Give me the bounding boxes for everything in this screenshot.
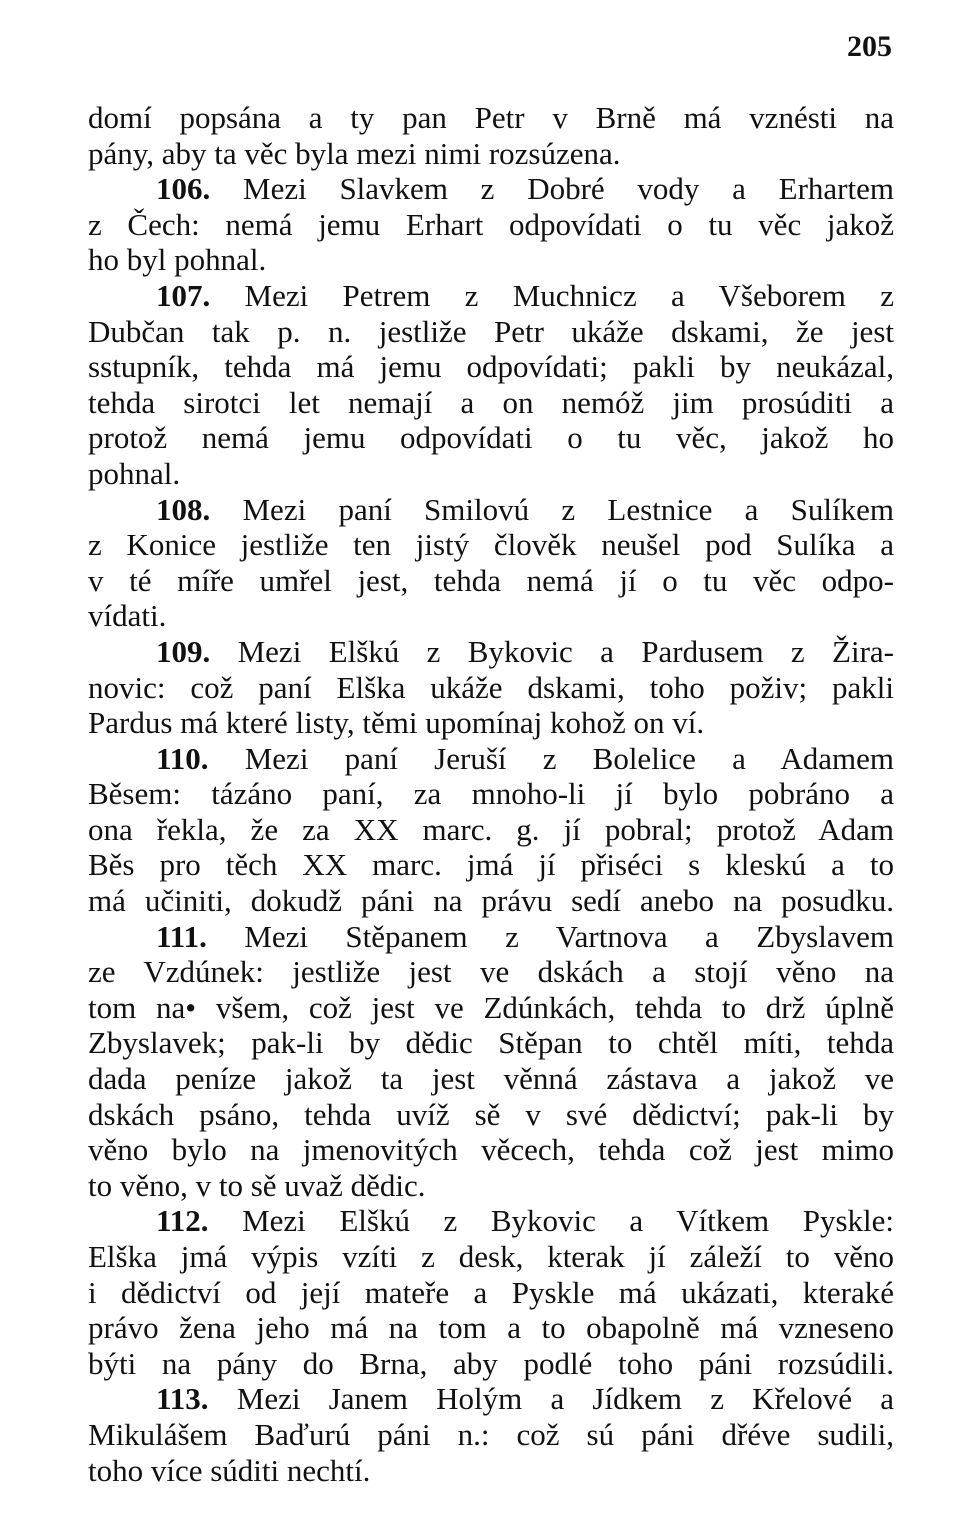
line-text: z Čech: nemá jemu Erhart odpovídati o tu věc jakož (88, 206, 894, 242)
paragraph-number: 106. (156, 171, 211, 207)
line-text: tom na• všem, což jest ve Zdúnkách, tehda to drž úplně (88, 989, 894, 1025)
text-line (88, 100, 894, 136)
text-line (88, 563, 894, 599)
line-text: Dubčan tak p. n. jestliže Petr ukáže dskami, že jest (88, 313, 894, 349)
paragraph-number: 112. (156, 1203, 209, 1239)
text-line (88, 598, 894, 634)
line-text: to věno, v to sě uvaž dědic. (88, 1167, 426, 1203)
text-line (88, 883, 894, 919)
line-text: novic: což paní Elška ukáže dskami, toho poživ; pakli (88, 669, 894, 705)
text-line (88, 990, 894, 1026)
line-text: pohnal. (88, 455, 181, 491)
line-text: dskách psáno, tehda uvíž sě v své dědictví; pak-li by (88, 1096, 894, 1132)
line-text: protož nemá jemu odpovídati o tu věc, jakož ho (88, 420, 894, 456)
text-line (88, 136, 894, 172)
line-text: Mezi Slavkem z Dobré vody a Erhartem (210, 171, 894, 207)
text-line (88, 1097, 894, 1133)
paragraph-number: 111. (156, 918, 207, 954)
line-text: domí popsána a ty pan Petr v Brně má vznésti na (88, 100, 894, 135)
line-text: Pardus má které listy, těmi upomínaj kohož on ví. (88, 705, 705, 741)
line-text: vídati. (88, 598, 167, 634)
line-text: toho více súditi nechtí. (88, 1452, 371, 1488)
text-line (88, 776, 894, 812)
paragraph-start-line (88, 919, 894, 955)
line-text: Elška jmá výpis vzíti z desk, kterak jí záleží to věno (88, 1239, 894, 1274)
paragraph-start-line (88, 741, 894, 777)
line-text: ho byl pohnal. (88, 242, 267, 278)
text-line (88, 954, 894, 990)
text-line (88, 1346, 894, 1382)
line-text: Zbyslavek; pak-li by dědic Stěpan to chtěl míti, tehda (88, 1025, 894, 1061)
paragraph-start-line (88, 492, 894, 528)
text-line (88, 527, 894, 563)
text-line (88, 1453, 894, 1489)
line-text: býti na pány do Brna, aby podlé toho páni rozsúdili. (88, 1345, 894, 1381)
line-text: právo žena jeho má na tom a to obapolně má vzneseno (88, 1310, 894, 1346)
paragraph-number: 113. (156, 1381, 209, 1417)
text-line (88, 207, 894, 243)
text-line (88, 1310, 894, 1346)
paragraph-number: 110. (156, 740, 209, 776)
paragraph-start-line (88, 278, 894, 314)
paragraph-number: 108. (156, 491, 211, 527)
line-text: Běsem: tázáno paní, za mnoho-li jí bylo pobráno a (88, 776, 894, 812)
text-line (88, 705, 894, 741)
text-line (88, 1132, 894, 1168)
line-text: ona řekla, že za XX marc. g. jí pobral; protož Adam (88, 811, 894, 847)
line-text: v té míře umřel jest, tehda nemá jí o tu věc odpo- (88, 562, 894, 598)
line-text: Mezi Elškú z Bykovic a Vítkem Pyskle: (208, 1203, 894, 1239)
line-text: věno bylo na jmenovitých věcech, tehda což jest mimo (88, 1132, 894, 1168)
text-line (88, 314, 894, 350)
line-text: ze Vzdúnek: jestliže jest ve dskách a stojí věno na (88, 954, 894, 990)
text-line (88, 1417, 894, 1453)
line-text: Mezi Janem Holým a Jídkem z Křelové a (208, 1381, 894, 1417)
paragraph-number: 107. (156, 277, 211, 313)
text-line (88, 670, 894, 706)
text-line (88, 1239, 894, 1275)
line-text: Mezi Elškú z Bykovic a Pardusem z Žira- (210, 633, 894, 669)
text-line (88, 420, 894, 456)
line-text: Mezi paní Jeruší z Bolelice a Adamem (208, 740, 894, 776)
line-text: Běs pro těch XX marc. jmá jí přiséci s kleskú a to (88, 847, 894, 883)
line-text: pány, aby ta věc byla mezi nimi rozsúzena. (88, 135, 621, 171)
text-line (88, 385, 894, 421)
line-text: Mezi Stěpanem z Vartnova a Zbyslavem (206, 918, 894, 954)
line-text: tehda sirotci let nemají a on nemóž jim prosúditi a (88, 384, 894, 420)
line-text: Mezi Petrem z Muchnicz a Všeborem z (210, 277, 894, 313)
text-line (88, 1061, 894, 1097)
paragraph-start-line (88, 171, 894, 207)
line-text: Mikulášem Baďurú páni n.: což sú páni dřéve sudili, (88, 1416, 894, 1452)
text-line (88, 812, 894, 848)
text-line (88, 847, 894, 883)
line-text: má učiniti, dokudž páni na právu sedí anebo na posudku. (88, 883, 894, 919)
line-text: z Konice jestliže ten jistý člověk neušel pod Sulíka a (88, 527, 894, 563)
text-line (88, 1025, 894, 1061)
page-number: 205 (847, 30, 892, 63)
line-text: sstupník, tehda má jemu odpovídati; pakli by neukázal, (88, 349, 894, 385)
paragraph-start-line (88, 1203, 894, 1239)
paragraph-start-line (88, 1381, 894, 1417)
body-text (88, 100, 894, 1488)
paragraph-start-line (88, 634, 894, 670)
paragraph-number: 109. (156, 633, 211, 669)
text-line (88, 1168, 894, 1204)
line-text: i dědictví od její mateře a Pyskle má ukázati, kteraké (88, 1274, 894, 1310)
text-line (88, 349, 894, 385)
line-text: dada peníze jakož ta jest věnná zástava a jakož ve (88, 1061, 894, 1097)
line-text: Mezi paní Smilovú z Lestnice a Sulíkem (210, 491, 894, 527)
text-line (88, 1275, 894, 1311)
text-line (88, 242, 894, 278)
text-line (88, 456, 894, 492)
